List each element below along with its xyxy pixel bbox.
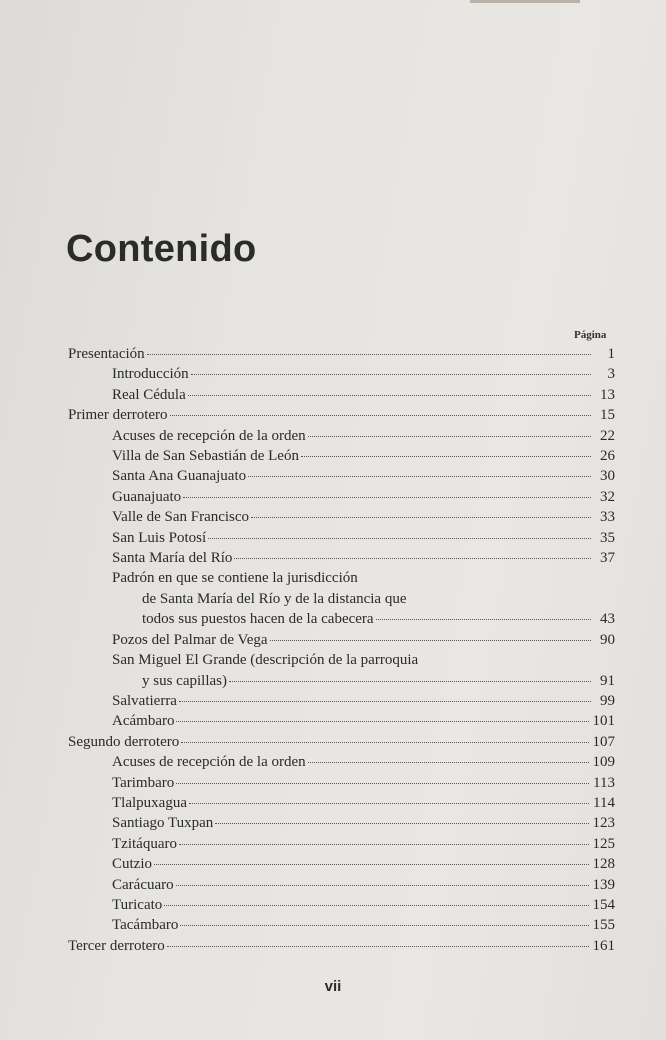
dot-leader	[234, 558, 591, 559]
toc-entry-continuation	[68, 609, 615, 629]
toc-entry-label: Tzitáquaro	[112, 835, 177, 852]
toc-page-number: 90	[600, 631, 615, 648]
toc-entry	[68, 446, 615, 466]
dot-leader	[376, 619, 591, 620]
toc-page-number: 154	[592, 896, 615, 913]
dot-leader	[154, 864, 589, 865]
toc-page-number: 107	[592, 733, 615, 750]
toc-page-number: 125	[592, 835, 615, 852]
dot-leader	[248, 476, 591, 477]
toc-page-number: 91	[600, 672, 615, 689]
toc-entry	[68, 405, 615, 425]
dot-leader	[270, 640, 591, 641]
dot-leader	[181, 742, 588, 743]
toc-entry	[68, 364, 615, 384]
toc-entry	[68, 773, 615, 793]
dot-leader	[308, 762, 589, 763]
toc-page-number: 161	[592, 937, 615, 954]
toc-entry-label: Segundo derrotero	[68, 733, 180, 750]
dot-leader	[208, 538, 591, 539]
dot-leader	[191, 374, 591, 375]
toc-page-number: 114	[593, 794, 615, 811]
toc-page-number: 33	[600, 509, 615, 526]
toc-page-number: 35	[600, 529, 615, 546]
toc-entry-label-continuation: y sus capillas)	[142, 672, 227, 689]
toc-entry	[68, 875, 615, 895]
dot-leader	[188, 395, 591, 396]
toc-entry	[68, 915, 615, 935]
toc-entry-label: Salvatierra	[112, 692, 177, 709]
dot-leader	[301, 456, 591, 457]
toc-page-number: 155	[592, 917, 615, 934]
toc-entry-label: Tlalpuxagua	[112, 794, 187, 811]
toc-entry	[68, 854, 615, 874]
dot-leader	[164, 905, 588, 906]
toc-entry	[68, 752, 615, 772]
dot-leader	[176, 721, 588, 722]
toc-entry-label: Santa María del Río	[112, 550, 233, 567]
page-title: Contenido	[66, 228, 257, 270]
toc-entry-label: Carácuaro	[112, 876, 174, 893]
toc-entry-label: Turicato	[112, 896, 163, 913]
page-edge-shadow	[470, 0, 580, 3]
toc-page-number: 139	[592, 876, 615, 893]
toc-entry-label: Acámbaro	[112, 713, 175, 730]
dot-leader	[229, 681, 591, 682]
toc-entry-label: Santiago Tuxpan	[112, 815, 214, 832]
toc-entry-label-continuation: de Santa María del Río y de la distancia que	[142, 590, 407, 607]
toc-page-number: 109	[592, 754, 615, 771]
toc-entry-label: Guanajuato	[112, 488, 182, 505]
toc-page-number: 123	[592, 815, 615, 832]
toc-entry-label: Santa Ana Guanajuato	[112, 468, 247, 485]
page-folio: vii	[324, 978, 342, 995]
toc-page-number: 128	[592, 856, 615, 873]
toc-page-number: 30	[600, 468, 615, 485]
toc-page-number: 99	[600, 692, 615, 709]
toc-entry-continuation	[68, 589, 615, 609]
toc-entry	[68, 630, 615, 650]
toc-entry-label: San Luis Potosí	[112, 529, 207, 546]
toc-entry	[68, 711, 615, 731]
dot-leader	[183, 497, 591, 498]
toc-page-number: 26	[600, 448, 615, 465]
dot-leader	[189, 803, 589, 804]
toc-entry-label: Introducción	[112, 366, 189, 383]
dot-leader	[147, 354, 591, 355]
dot-leader	[167, 946, 589, 947]
dot-leader	[176, 885, 589, 886]
toc-entry-label: Villa de San Sebastián de León	[112, 448, 299, 465]
toc-entry	[68, 507, 615, 527]
toc-page-number: 13	[600, 386, 615, 403]
toc-entry	[68, 834, 615, 854]
toc-entry-label: Primer derrotero	[68, 407, 168, 424]
toc-page-number: 15	[600, 407, 615, 424]
toc-entry-label: San Miguel El Grande (descripción de la parroquia	[112, 652, 419, 669]
toc-entry-label: Acuses de recepción de la orden	[112, 427, 306, 444]
toc-page-number: 3	[607, 366, 615, 383]
toc-entry-label: Tarimbaro	[112, 774, 175, 791]
toc-page-number: 37	[600, 550, 615, 567]
dot-leader	[308, 436, 591, 437]
toc-entry	[68, 487, 615, 507]
dot-leader	[179, 701, 591, 702]
toc-entry	[68, 895, 615, 915]
toc-entry-label: Acuses de recepción de la orden	[112, 754, 306, 771]
toc-entry-label: Tercer derrotero	[68, 937, 165, 954]
toc-entry-label: Presentación	[68, 346, 145, 362]
toc-page-number: 101	[592, 713, 615, 730]
toc-entry	[68, 813, 615, 833]
toc-page-number: 113	[593, 774, 615, 791]
toc-entry	[68, 528, 615, 548]
toc-entry-label: Real Cédula	[112, 386, 186, 403]
table-of-contents	[68, 344, 615, 956]
toc-entry	[68, 385, 615, 405]
page-column-header: Página	[574, 329, 607, 341]
toc-entry-label-continuation: todos sus puestos hacen de la cabecera	[142, 611, 374, 628]
toc-entry	[68, 793, 615, 813]
toc-entry	[68, 732, 615, 752]
toc-entry	[68, 936, 615, 956]
dot-leader	[170, 415, 591, 416]
toc-entry	[68, 426, 615, 446]
toc-entry	[68, 548, 615, 568]
toc-page-number: 32	[600, 488, 615, 505]
toc-entry-label: Cutzio	[112, 856, 152, 873]
dot-leader	[180, 925, 588, 926]
toc-entry	[68, 568, 615, 588]
toc-entry-continuation	[68, 671, 615, 691]
toc-entry	[68, 344, 615, 364]
toc-entry-label: Pozos del Palmar de Vega	[112, 631, 268, 648]
toc-page-number: 22	[600, 427, 615, 444]
toc-page-number: 43	[600, 611, 615, 628]
toc-entry	[68, 650, 615, 670]
dot-leader	[251, 517, 591, 518]
toc-entry-label: Tacámbaro	[112, 917, 179, 934]
dot-leader	[215, 823, 588, 824]
dot-leader	[179, 844, 589, 845]
toc-page-number: 1	[607, 346, 615, 362]
toc-entry	[68, 466, 615, 486]
dot-leader	[176, 783, 589, 784]
toc-entry	[68, 691, 615, 711]
toc-entry-label: Valle de San Francisco	[112, 509, 250, 526]
toc-entry-label: Padrón en que se contiene la jurisdicción	[112, 570, 358, 587]
